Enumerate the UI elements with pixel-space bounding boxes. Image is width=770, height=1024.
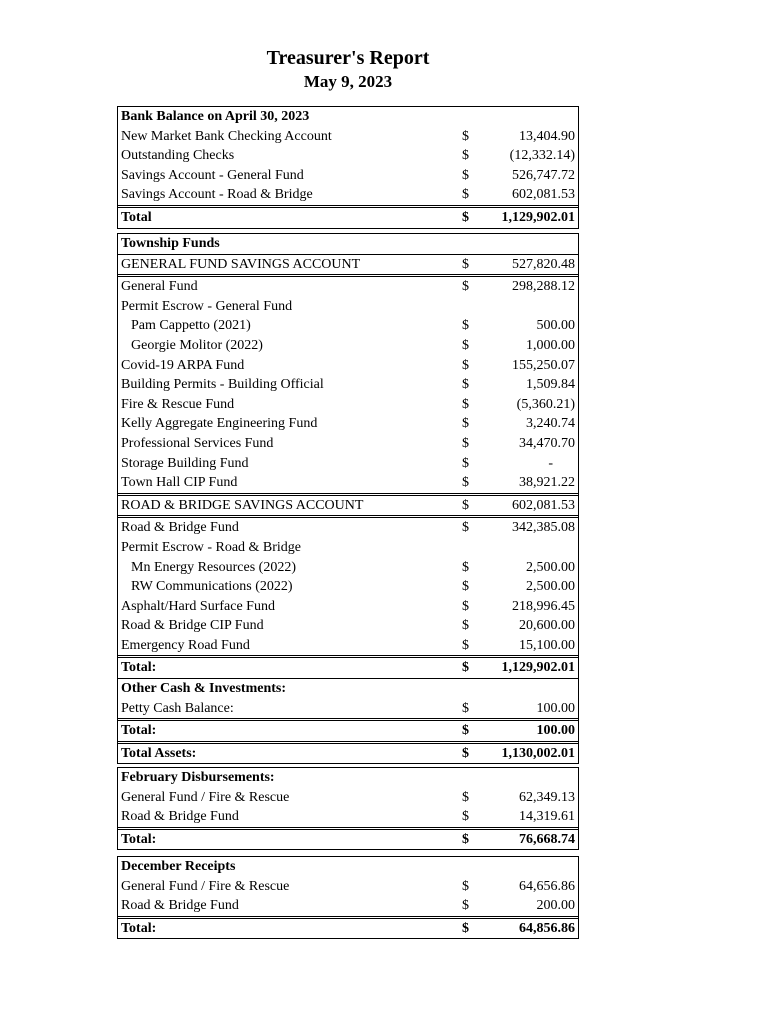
row-amount: 34,470.70 bbox=[519, 435, 575, 451]
row-label: Permit Escrow - General Fund bbox=[121, 298, 293, 314]
currency-sign: $ bbox=[462, 520, 469, 536]
ledger-row bbox=[118, 414, 578, 434]
currency-sign: $ bbox=[462, 209, 469, 225]
row-label: Town Hall CIP Fund bbox=[121, 475, 238, 491]
row-label: Asphalt/Hard Surface Fund bbox=[121, 598, 275, 614]
row-label: ROAD & BRIDGE SAVINGS ACCOUNT bbox=[121, 497, 364, 513]
account-row bbox=[118, 496, 578, 519]
section-heading bbox=[118, 679, 578, 699]
total-row bbox=[118, 721, 578, 744]
row-label: Savings Account - Road & Bridge bbox=[121, 187, 313, 203]
ledger-row bbox=[118, 375, 578, 395]
row-label: Emergency Road Fund bbox=[121, 637, 250, 653]
currency-sign: $ bbox=[462, 357, 469, 373]
row-amount: (5,360.21) bbox=[516, 396, 575, 412]
currency-sign: $ bbox=[462, 660, 469, 676]
row-amount: 526,747.72 bbox=[512, 167, 575, 183]
currency-sign: $ bbox=[462, 497, 469, 513]
ledger-row bbox=[118, 597, 578, 617]
currency-sign: $ bbox=[462, 898, 469, 914]
currency-sign: $ bbox=[462, 723, 469, 739]
row-label: Covid-19 ARPA Fund bbox=[121, 357, 245, 373]
ledger-row bbox=[118, 807, 578, 830]
ledger-row bbox=[118, 699, 578, 722]
row-label: Professional Services Fund bbox=[121, 435, 274, 451]
section-heading bbox=[118, 107, 578, 127]
row-label: Road & Bridge CIP Fund bbox=[121, 618, 264, 634]
currency-sign: $ bbox=[462, 920, 469, 936]
ledger-row bbox=[118, 185, 578, 208]
heading-text: Bank Balance on April 30, 2023 bbox=[121, 109, 310, 124]
row-label: General Fund / Fire & Rescue bbox=[121, 878, 290, 894]
currency-sign: $ bbox=[462, 559, 469, 575]
total-row bbox=[118, 658, 578, 679]
row-label: General Fund bbox=[121, 279, 198, 295]
ledger-row bbox=[118, 877, 578, 897]
ledger-row bbox=[118, 577, 578, 597]
row-label: Fire & Rescue Fund bbox=[121, 396, 235, 412]
total-row bbox=[118, 208, 578, 228]
ledger-row bbox=[118, 277, 578, 297]
currency-sign: $ bbox=[462, 789, 469, 805]
section-heading bbox=[118, 857, 578, 877]
row-label: Storage Building Fund bbox=[121, 455, 249, 471]
currency-sign: $ bbox=[462, 700, 469, 716]
currency-sign: $ bbox=[462, 256, 469, 272]
currency-sign: $ bbox=[462, 435, 469, 451]
row-label: Pam Cappetto (2021) bbox=[131, 318, 251, 334]
currency-sign: $ bbox=[462, 878, 469, 894]
bank-balance-section bbox=[117, 106, 579, 229]
ledger-row bbox=[118, 166, 578, 186]
total-row bbox=[118, 830, 578, 850]
row-amount: 76,668.74 bbox=[519, 831, 575, 847]
currency-sign: $ bbox=[462, 637, 469, 653]
row-label: Total Assets: bbox=[121, 745, 197, 761]
row-amount: 100.00 bbox=[536, 700, 575, 716]
currency-sign: $ bbox=[462, 187, 469, 203]
row-amount: 62,349.13 bbox=[519, 789, 575, 805]
total-assets-row bbox=[118, 744, 578, 764]
heading-text: February Disbursements: bbox=[121, 770, 275, 785]
currency-sign: $ bbox=[462, 148, 469, 164]
row-amount: 1,000.00 bbox=[526, 337, 575, 353]
heading-text: December Receipts bbox=[121, 859, 236, 874]
ledger-row bbox=[118, 297, 578, 317]
row-amount: - bbox=[548, 455, 553, 471]
row-label: Road & Bridge Fund bbox=[121, 898, 239, 914]
ledger-row bbox=[118, 636, 578, 659]
row-label: Road & Bridge Fund bbox=[121, 809, 239, 825]
ledger-row bbox=[118, 558, 578, 578]
row-label: Total: bbox=[121, 660, 157, 676]
row-label: Road & Bridge Fund bbox=[121, 520, 239, 536]
ledger-row bbox=[118, 454, 578, 474]
row-amount: 218,996.45 bbox=[512, 598, 575, 614]
ledger-row bbox=[118, 336, 578, 356]
row-amount: 200.00 bbox=[536, 898, 575, 914]
account-row bbox=[118, 255, 578, 278]
row-amount: 527,820.48 bbox=[512, 256, 575, 272]
section-heading bbox=[118, 234, 578, 255]
row-label: Petty Cash Balance: bbox=[121, 700, 234, 716]
row-amount: 64,656.86 bbox=[519, 878, 575, 894]
ledger-row bbox=[118, 127, 578, 147]
row-amount: 64,856.86 bbox=[519, 920, 575, 936]
row-amount: 3,240.74 bbox=[526, 416, 575, 432]
row-label: RW Communications (2022) bbox=[131, 579, 293, 595]
currency-sign: $ bbox=[462, 831, 469, 847]
row-label: Kelly Aggregate Engineering Fund bbox=[121, 416, 318, 432]
ledger-row bbox=[118, 896, 578, 919]
row-label: New Market Bank Checking Account bbox=[121, 128, 332, 144]
row-amount: 2,500.00 bbox=[526, 579, 575, 595]
row-amount: 342,385.08 bbox=[512, 520, 575, 536]
currency-sign: $ bbox=[462, 337, 469, 353]
row-label: Permit Escrow - Road & Bridge bbox=[121, 539, 302, 555]
row-amount: 20,600.00 bbox=[519, 618, 575, 634]
currency-sign: $ bbox=[462, 279, 469, 295]
row-amount: 13,404.90 bbox=[519, 128, 575, 144]
row-amount: 1,130,002.01 bbox=[501, 745, 575, 761]
row-label: Mn Energy Resources (2022) bbox=[131, 559, 296, 575]
row-amount: 1,129,902.01 bbox=[501, 209, 575, 225]
currency-sign: $ bbox=[462, 579, 469, 595]
row-amount: (12,332.14) bbox=[509, 148, 575, 164]
ledger-row bbox=[118, 518, 578, 538]
currency-sign: $ bbox=[462, 128, 469, 144]
currency-sign: $ bbox=[462, 318, 469, 334]
row-amount: 100.00 bbox=[536, 723, 575, 739]
row-label: Total bbox=[121, 209, 152, 225]
disbursements-section bbox=[117, 767, 579, 850]
ledger-row bbox=[118, 616, 578, 636]
township-funds-section bbox=[117, 233, 579, 764]
currency-sign: $ bbox=[462, 745, 469, 761]
row-label: Savings Account - General Fund bbox=[121, 167, 304, 183]
ledger-row bbox=[118, 473, 578, 496]
currency-sign: $ bbox=[462, 396, 469, 412]
row-amount: 1,129,902.01 bbox=[501, 660, 575, 676]
currency-sign: $ bbox=[462, 618, 469, 634]
ledger-row bbox=[118, 434, 578, 454]
ledger-row bbox=[118, 146, 578, 166]
row-label: GENERAL FUND SAVINGS ACCOUNT bbox=[121, 256, 361, 272]
currency-sign: $ bbox=[462, 455, 469, 471]
row-amount: 602,081.53 bbox=[512, 497, 575, 513]
row-label: Total: bbox=[121, 920, 157, 936]
ledger-row bbox=[118, 788, 578, 808]
ledger-row bbox=[118, 356, 578, 376]
currency-sign: $ bbox=[462, 377, 469, 393]
currency-sign: $ bbox=[462, 809, 469, 825]
row-amount: 298,288.12 bbox=[512, 279, 575, 295]
heading-text: Other Cash & Investments: bbox=[121, 681, 287, 697]
row-label: Total: bbox=[121, 723, 157, 739]
row-label: Total: bbox=[121, 831, 157, 847]
row-amount: 602,081.53 bbox=[512, 187, 575, 203]
receipts-section bbox=[117, 856, 579, 939]
currency-sign: $ bbox=[462, 475, 469, 491]
ledger-row bbox=[118, 316, 578, 336]
row-label: Building Permits - Building Official bbox=[121, 377, 324, 393]
heading-text: Township Funds bbox=[121, 236, 220, 251]
row-label: Outstanding Checks bbox=[121, 148, 235, 164]
row-label: General Fund / Fire & Rescue bbox=[121, 789, 290, 805]
row-amount: 14,319.61 bbox=[519, 809, 575, 825]
section-heading bbox=[118, 768, 578, 788]
ledger-row bbox=[118, 395, 578, 415]
row-amount: 1,509.84 bbox=[526, 377, 575, 393]
currency-sign: $ bbox=[462, 416, 469, 432]
report-title: Treasurer's Report bbox=[266, 47, 430, 69]
currency-sign: $ bbox=[462, 598, 469, 614]
row-amount: 38,921.22 bbox=[519, 475, 575, 491]
currency-sign: $ bbox=[462, 167, 469, 183]
row-amount: 155,250.07 bbox=[512, 357, 575, 373]
ledger-row bbox=[118, 538, 578, 558]
total-row bbox=[118, 919, 578, 939]
report-date: May 9, 2023 bbox=[303, 72, 393, 91]
row-label: Georgie Molitor (2022) bbox=[131, 337, 263, 353]
row-amount: 15,100.00 bbox=[519, 637, 575, 653]
row-amount: 500.00 bbox=[536, 318, 575, 334]
row-amount: 2,500.00 bbox=[526, 559, 575, 575]
